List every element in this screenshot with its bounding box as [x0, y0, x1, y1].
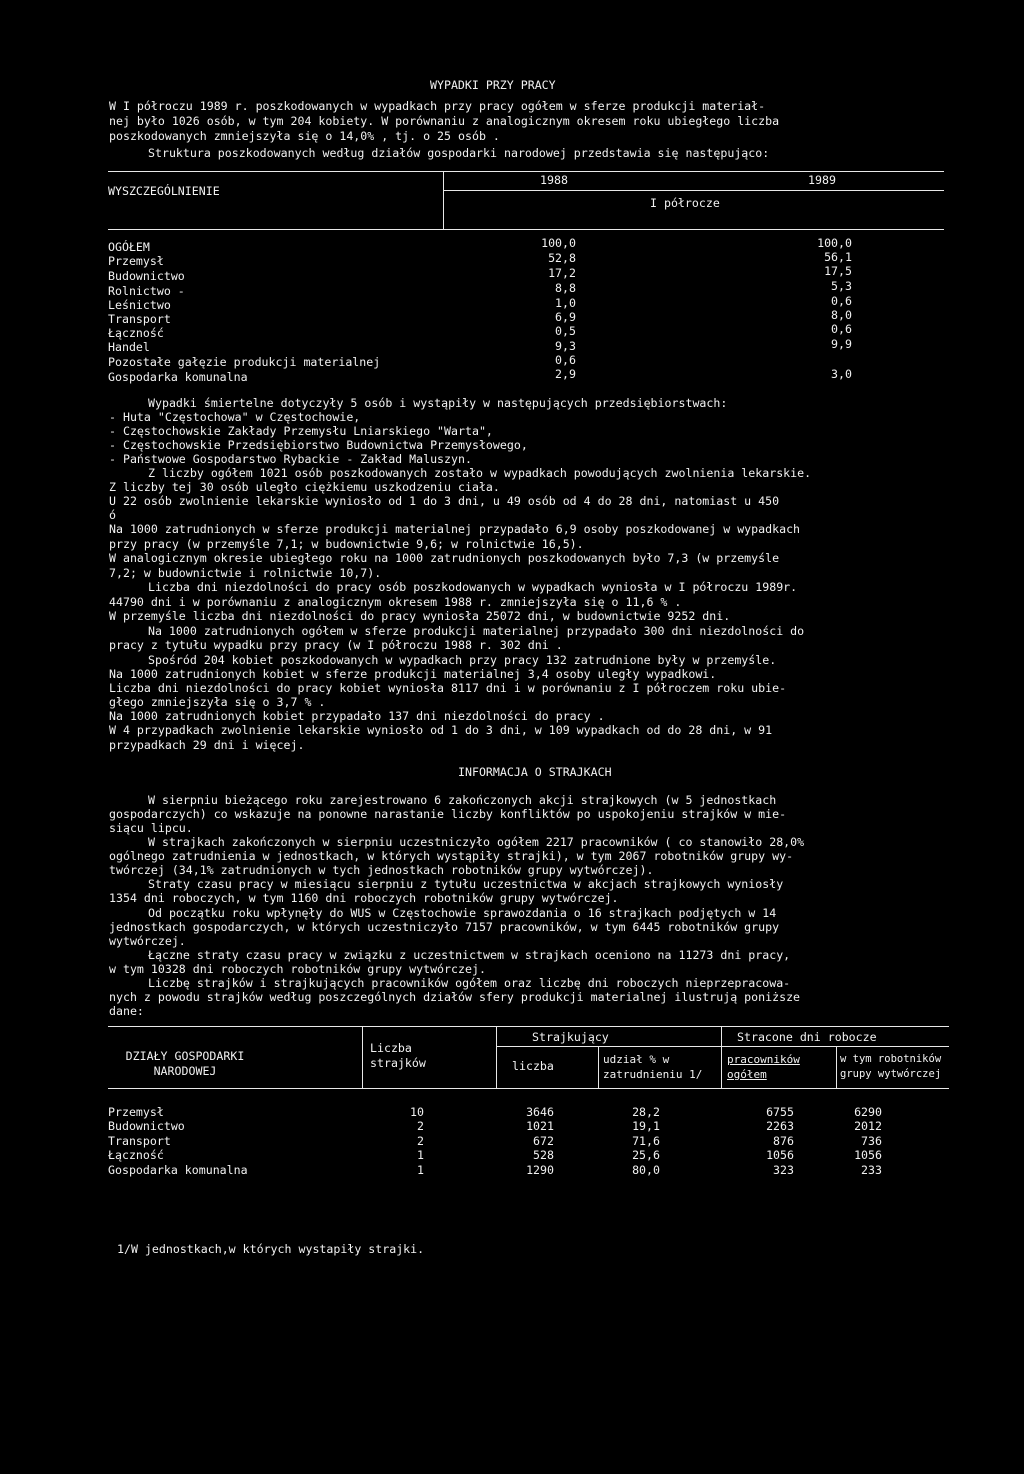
strike-line: ogólnego zatrudnienia w jednostkach, w których wystąpiły strajki), w tym 2067 robotników grupy wy- [109, 849, 794, 863]
row-label: Przemysł [108, 254, 164, 268]
strike-line: twórczej (34,1% zatrudnionych w tych jednostkach robotników grupy wytwórczej). [109, 863, 654, 877]
cell-liczba: 528 [533, 1148, 554, 1162]
value-1989: 0,6 [831, 294, 852, 308]
header-udzial: udział % w zatrudnieniu 1/ [603, 1053, 703, 1081]
cell-pracownikow: 323 [773, 1163, 794, 1177]
cell-udzial: 71,6 [632, 1134, 660, 1148]
row-label: Budownictwo [108, 269, 185, 283]
value-1988: 2,9 [555, 367, 576, 381]
value-1989: 0,6 [831, 322, 852, 336]
intro-line: W I półroczu 1989 r. poszkodowanych w wypadkach przy pracy ogółem w sferze produkcji materiał- [109, 99, 766, 113]
strike-line: jednostkach gospodarczych, w których uczestniczyło 7157 pracowników, w tym 6445 robotników grupy [109, 920, 780, 934]
table-rule [108, 171, 944, 172]
body-line: - Państwowe Gospodarstwo Rybackie - Zakład Maluszyn. [109, 452, 472, 466]
intro-line: nej było 1026 osób, w tym 204 kobiety. W porównaniu z analogicznym okresem roku ubiegłego liczba [109, 114, 780, 128]
body-line: ó [109, 508, 116, 522]
row-label: Rolnictwo - [108, 284, 185, 298]
table-header-1988: 1988 [540, 173, 568, 187]
body-line: Na 1000 zatrudnionych w sferze produkcji materialnej przypadało 6,9 osoby poszkodowanej w wypadkach [109, 522, 801, 536]
value-1988: 6,9 [555, 310, 576, 324]
body-line: Na 1000 zatrudnionych kobiet w sferze produkcji materialnej 3,4 osoby uległy wypadkowi. [109, 667, 717, 681]
body-line: Z liczby ogółem 1021 osób poszkodowanych zostało w wypadkach powodujących zwolnienia lekarskie. [148, 466, 812, 480]
body-line: Liczba dni niezdolności do pracy kobiet wyniosła 8117 dni i w porównaniu z I półroczem roku ubie- [109, 681, 787, 695]
value-1989: 17,5 [824, 264, 852, 278]
cell-robotnikow: 1056 [854, 1148, 882, 1162]
value-1988: 1,0 [555, 296, 576, 310]
body-line: Na 1000 zatrudnionych ogółem w sferze produkcji materialnej przypadało 300 dni niezdolności do [148, 624, 805, 638]
body-line: - Częstochowskie Przedsiębiorstwo Budownictwa Przemysłowego, [109, 438, 528, 452]
table-header-polrocze: I półrocze [650, 196, 720, 210]
value-1988: 0,6 [555, 353, 576, 367]
value-1989: 9,9 [831, 337, 852, 351]
cell-robotnikow: 2012 [854, 1119, 882, 1133]
strike-line: wytwórczej. [109, 934, 186, 948]
body-line: Spośród 204 kobiet poszkodowanych w wypadkach przy pracy 132 zatrudnione były w przemyśle. [148, 653, 777, 667]
body-line: W analogicznym okresie ubiegłego roku na 1000 zatrudnionych poszkodowanych było 7,3 (w przemyśle [109, 551, 780, 565]
value-1988: 0,5 [555, 324, 576, 338]
cell-pracownikow: 1056 [766, 1148, 794, 1162]
section-title-strajki: INFORMACJA O STRAJKACH [458, 765, 612, 779]
cell-udzial: 28,2 [632, 1105, 660, 1119]
intro-line: poszkodowanych zmniejszyła się o 14,0% , tj. o 25 osób . [109, 129, 500, 143]
strike-line: gospodarczych) co wskazuje na ponowne narastanie liczby konfliktów po uspokojeniu strajków w mie- [109, 807, 787, 821]
body-line: przypadkach 29 dni i więcej. [109, 738, 305, 752]
row-label: Gospodarka komunalna [108, 370, 248, 384]
body-line: W 4 przypadkach zwolnienie lekarskie wyniosło od 1 do 3 dni, w 109 wypadkach od do 28 dni, w 91 [109, 723, 773, 737]
cell-udzial: 19,1 [632, 1119, 660, 1133]
value-1989: 56,1 [824, 250, 852, 264]
table-rule [108, 229, 944, 230]
row-label: Pozostałe gałęzie produkcji materialnej [108, 355, 381, 369]
table-header-wyszczegolnienie: WYSZCZEGÓLNIENIE [108, 184, 220, 198]
header-robotnikow: w tym robotników grupy wytwórczej [840, 1053, 942, 1080]
strike-line: W strajkach zakończonych w sierpniu uczestniczyło ogółem 2217 pracowników ( co stanowiło 28,0% [148, 835, 805, 849]
cell-robotnikow: 233 [861, 1163, 882, 1177]
value-1989: 8,0 [831, 308, 852, 322]
body-line: głego zmniejszyła się o 3,7 % . [109, 695, 326, 709]
row-label: Transport [108, 312, 171, 326]
table-rule [108, 1088, 949, 1089]
value-1988: 9,3 [555, 339, 576, 353]
header-stracone: Stracone dni robocze [737, 1030, 877, 1044]
strike-line: w tym 10328 dni roboczych robotników grupy wytwórczej. [109, 962, 486, 976]
header-liczba: liczba [512, 1059, 554, 1073]
cell-robotnikow: 736 [861, 1134, 882, 1148]
strike-line: W sierpniu bieżącego roku zarejestrowano 6 zakończonych akcji strajkowych (w 5 jednostkach [148, 793, 777, 807]
strike-line: dane: [109, 1004, 144, 1018]
table-rule [598, 1046, 599, 1088]
cell-liczba: 672 [533, 1134, 554, 1148]
row-dzial: Przemysł [108, 1105, 164, 1119]
table-rule [496, 1026, 497, 1088]
cell-pracownikow: 876 [773, 1134, 794, 1148]
cell-liczba: 1021 [526, 1119, 554, 1133]
value-1988: 100,0 [541, 236, 576, 250]
row-label: Leśnictwo [108, 298, 171, 312]
section-title-wypadki: WYPADKI PRZY PRACY [430, 78, 556, 92]
strike-line: siącu lipcu. [109, 821, 193, 835]
header-pracownikow: pracowników ogółem [727, 1053, 800, 1081]
row-dzial: Łączność [108, 1148, 164, 1162]
body-line: 44790 dni i w porównaniu z analogicznym okresem 1988 r. zmniejszyła się o 11,6 % . [109, 595, 682, 609]
cell-pracownikow: 2263 [766, 1119, 794, 1133]
strike-line: Od początku roku wpłynęły do WUS w Częstochowie sprawozdania o 16 strajkach podjętych w 14 [148, 906, 777, 920]
row-label: Łączność [108, 326, 164, 340]
body-line: pracy z tytułu wypadku przy pracy (w I półroczu 1988 r. 302 dni . [109, 638, 563, 652]
row-dzial: Gospodarka komunalna [108, 1163, 248, 1177]
cell-strajki: 1 [417, 1163, 424, 1177]
cell-liczba: 1290 [526, 1163, 554, 1177]
table-rule [443, 171, 444, 229]
body-line: W przemyśle liczba dni niezdolności do pracy wyniosła 25072 dni, w budownictwie 9252 dni. [109, 609, 731, 623]
row-dzial: Budownictwo [108, 1119, 185, 1133]
header-dzialy: DZIAŁY GOSPODARKI NARODOWEJ [125, 1049, 245, 1078]
value-1989: 100,0 [817, 236, 852, 250]
table-rule [836, 1046, 837, 1088]
intro-line: Struktura poszkodowanych według działów gospodarki narodowej przedstawia się następująco: [148, 146, 770, 160]
body-line: Na 1000 zatrudnionych kobiet przypadało 137 dni niezdolności do pracy . [109, 709, 605, 723]
body-line: Wypadki śmiertelne dotyczyły 5 osób i wystąpiły w następujących przedsiębiorstwach: [148, 396, 728, 410]
cell-udzial: 80,0 [632, 1163, 660, 1177]
cell-strajki: 2 [417, 1119, 424, 1133]
table-rule [362, 1026, 363, 1088]
header-liczba-strajkow: Liczba strajków [370, 1041, 426, 1070]
body-line: przy pracy (w przemyśle 7,1; w budownictwie 9,6; w rolnictwie 16,5). [109, 537, 584, 551]
strike-line: 1354 dni roboczych, w tym 1160 dni roboczych robotników grupy wytwórczej. [109, 891, 619, 905]
value-1989: 3,0 [831, 367, 852, 381]
strike-line: Łączne straty czasu pracy w związku z uczestnictwem w strajkach oceniono na 11273 dni pracy, [148, 948, 791, 962]
table-header-1989: 1989 [808, 173, 836, 187]
row-label: OGÓŁEM [108, 240, 150, 254]
strike-line: Liczbę strajków i strajkujących pracowników ogółem oraz liczbę dni roboczych nieprzepracowa- [148, 976, 791, 990]
cell-strajki: 10 [410, 1105, 424, 1119]
header-strajkujacy: Strajkujący [532, 1030, 609, 1044]
value-1988: 17,2 [548, 266, 576, 280]
table-rule [721, 1026, 722, 1088]
value-1988: 8,8 [555, 281, 576, 295]
value-1989: 5,3 [831, 279, 852, 293]
cell-pracownikow: 6755 [766, 1105, 794, 1119]
value-1988: 52,8 [548, 251, 576, 265]
body-line: U 22 osób zwolnienie lekarskie wyniosło od 1 do 3 dni, u 49 osób od 4 do 28 dni, natomiast u 450 [109, 494, 780, 508]
body-line: - Częstochowskie Zakłady Przemysłu Lniarskiego "Warta", [109, 424, 493, 438]
body-line: 7,2; w budownictwie i rolnictwie 10,7). [109, 566, 382, 580]
body-line: Liczba dni niezdolności do pracy osób poszkodowanych w wypadkach wyniosła w I półroczu 1989r. [148, 580, 798, 594]
table-rule [496, 1046, 949, 1047]
cell-robotnikow: 6290 [854, 1105, 882, 1119]
body-line: - Huta "Częstochowa" w Częstochowie, [109, 410, 361, 424]
cell-liczba: 3646 [526, 1105, 554, 1119]
row-dzial: Transport [108, 1134, 171, 1148]
body-line: Z liczby tej 30 osób uległo ciężkiemu uszkodzeniu ciała. [109, 480, 500, 494]
strike-line: nych z powodu strajków według poszczególnych działów sfery produkcji materialnej ilustrują poniższe [109, 990, 801, 1004]
strike-line: Straty czasu pracy w miesiącu sierpniu z tytułu uczestnictwa w akcjach strajkowych wyniosły [148, 877, 784, 891]
table-rule [443, 190, 944, 191]
cell-strajki: 2 [417, 1134, 424, 1148]
row-label: Handel [108, 340, 150, 354]
cell-strajki: 1 [417, 1148, 424, 1162]
cell-udzial: 25,6 [632, 1148, 660, 1162]
footnote: 1/W jednostkach,w których wystapiły strajki. [117, 1242, 425, 1256]
table-rule [108, 1026, 949, 1027]
